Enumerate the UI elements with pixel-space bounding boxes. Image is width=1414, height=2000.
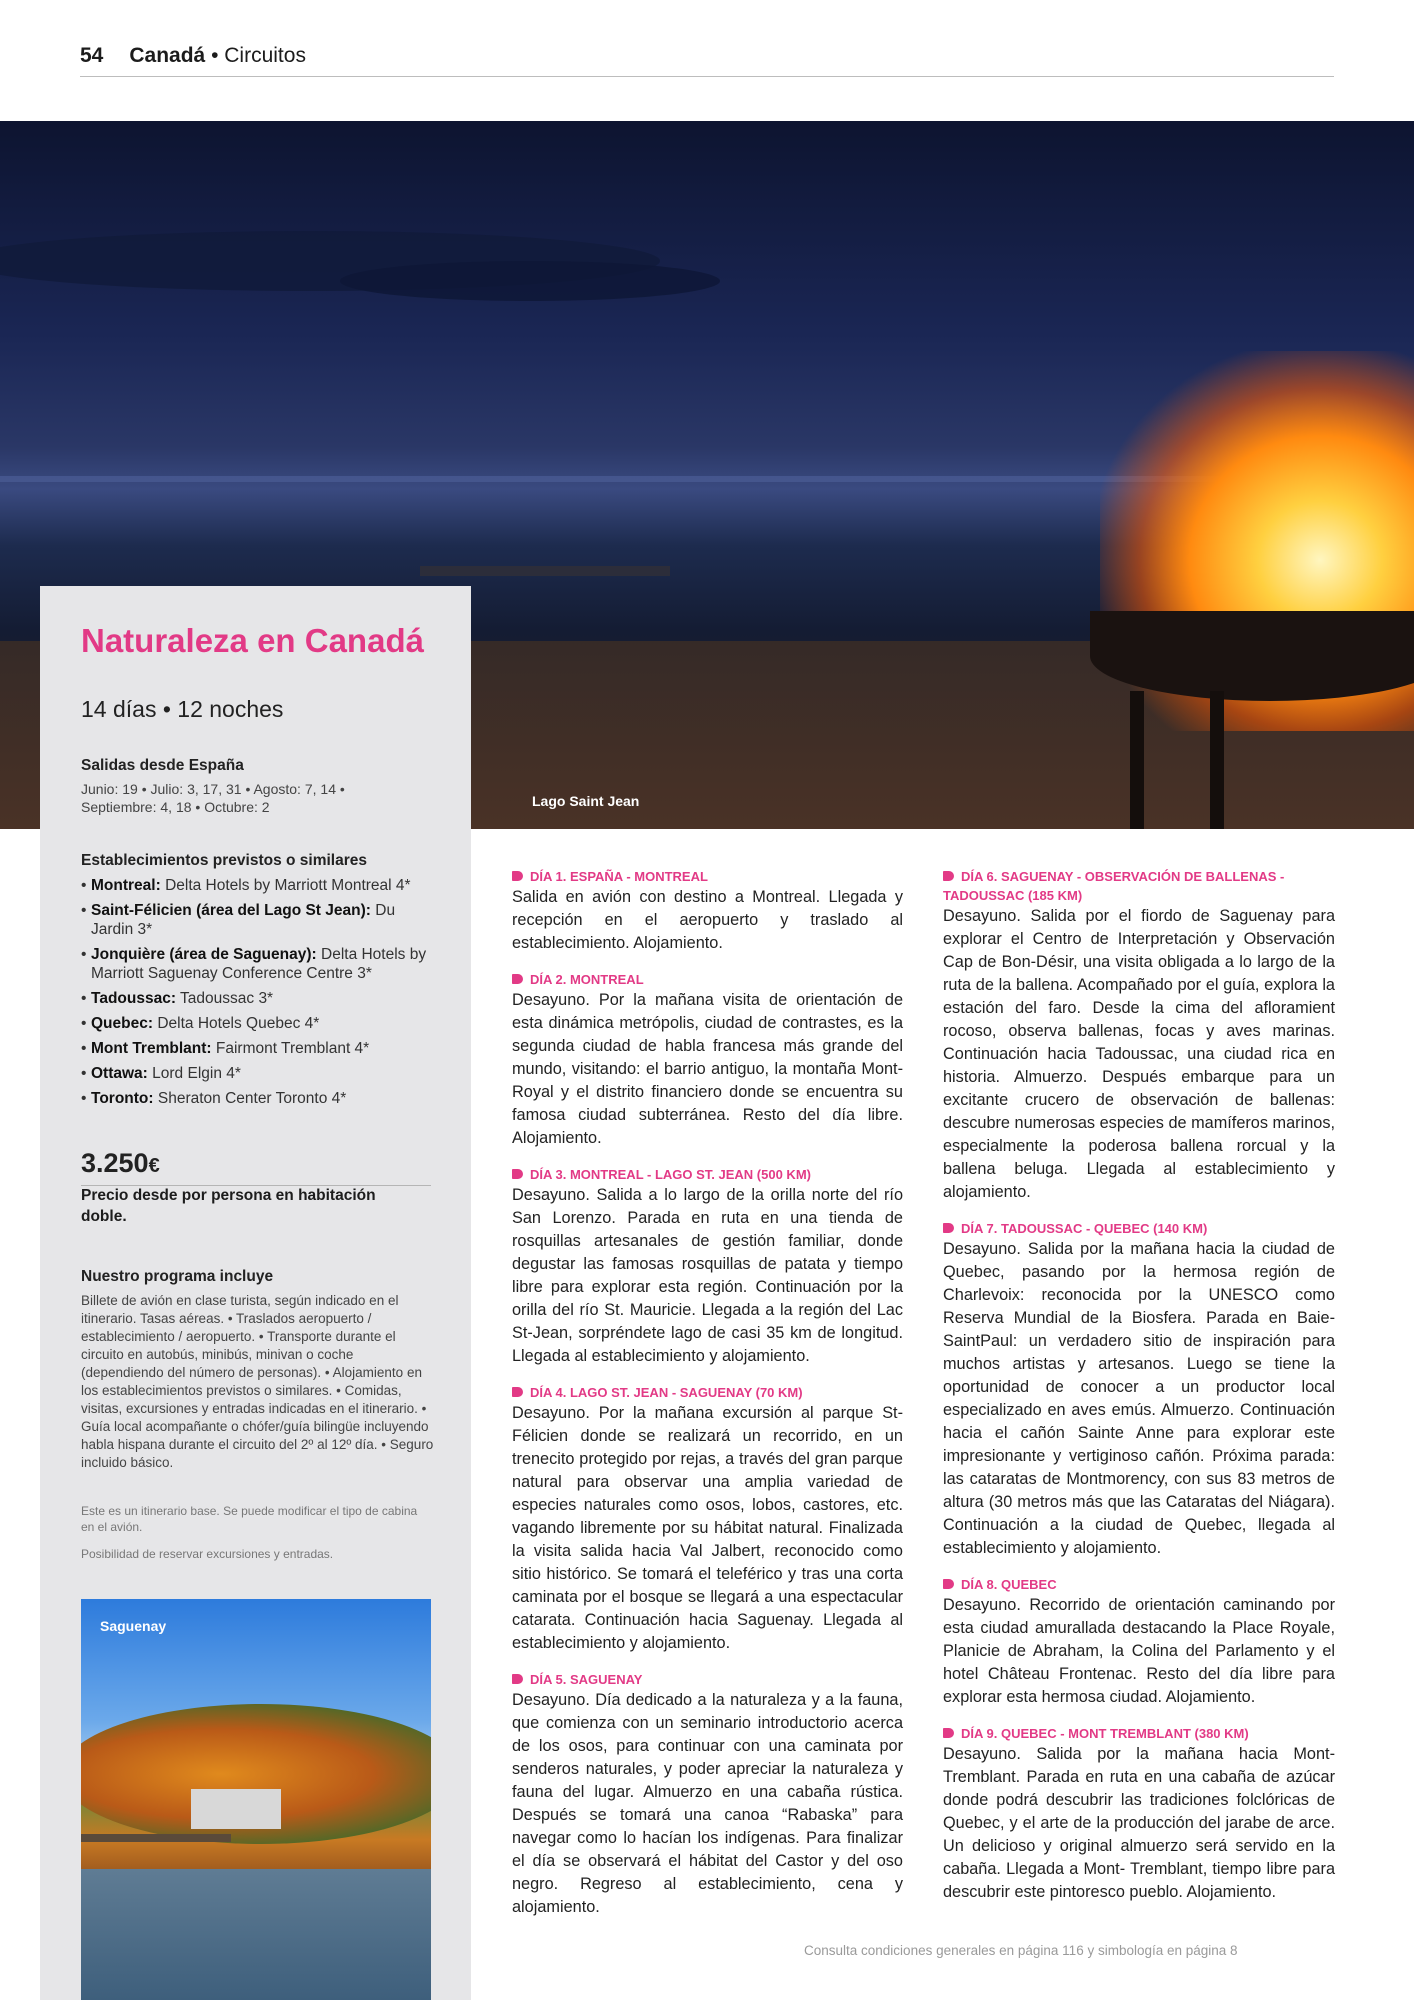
day-entry	[943, 867, 1335, 1204]
hotel-name: Delta Hotels by Marriott Saguenay Conference Centre 3*	[91, 946, 427, 982]
day-tag-icon	[512, 1387, 523, 1397]
day-title-text: DÍA 5. SAGUENAY	[530, 1672, 643, 1687]
programa-heading: Nuestro programa incluye	[81, 1268, 274, 1285]
hotel-name: Lord Elgin 4*	[152, 1065, 241, 1082]
fire-pit-leg	[1210, 691, 1224, 829]
establecimientos-heading: Establecimientos previstos o similares	[81, 852, 368, 869]
hotel-name: Tadoussac 3*	[180, 990, 274, 1007]
day-description: Desayuno. Por la mañana visita de orientación de esta dinámica metrópolis, ciudad de contrastes, es la segunda ciudad de habla francesa más grande del mundo, visitando: el barrio antiguo, la montaña Mont-Royal y el distrito financiero donde se encuentra su famosa ciudad subterránea. Resto del día libre. Alojamiento.	[512, 991, 903, 1147]
itinerary-note: Este es un itinerario base. Se puede modificar el tipo de cabina en el avión.	[81, 1504, 418, 1534]
hotel-item	[81, 1014, 441, 1033]
day-title-text: DÍA 8. QUEBEC	[961, 1577, 1057, 1592]
section-label: Circuitos	[224, 44, 306, 67]
day-tag-icon	[512, 871, 523, 881]
day-description: Salida en avión con destino a Montreal. Llegada y recepción en el aeropuerto y traslado al establecimiento. Alojamiento.	[512, 888, 903, 952]
day-title-text: DÍA 3. MONTREAL - LAGO ST. JEAN (500 KM)	[530, 1167, 811, 1182]
saguenay-caption: Saguenay	[100, 1618, 167, 1634]
price-note: Precio desde por persona en habitación doble.	[81, 1187, 376, 1225]
day-description: Desayuno. Salida a lo largo de la orilla norte del río San Lorenzo. Parada en ruta en una tienda de rosquillas artesanales de gestión familiar, donde degustar las famosas rosquillas de patata y tiempo libre para explorar esta región. Continuación por la orilla del río St. Mauricie. Llegada a la región del Lac St-Jean, sorpréndete lago de casi 35 km de longitud. Llegada al establecimiento y alojamiento.	[512, 1186, 903, 1365]
day-description: Desayuno. Salida por el fiordo de Saguenay para explorar el Centro de Interpretación y Observación Cap de Bon-Désir, una visita obligada a lo largo de la ruta de la ballena. Acompañado por el guía, explora la estación del faro. Desde la cima del afloramient rocoso, observa ballenas, focas y aves marinas. Continuación hacia Tadoussac, una ciudad rica en historia. Almuerzo. Después embarque para un excitante crucero de observación de ballenas: descubre numerosas especies de mamíferos marinos, especialmente la poderosa ballena rorcual y la ballena beluga. Llegada al establecimiento y alojamiento.	[943, 907, 1335, 1201]
day-title	[943, 1724, 1335, 1743]
day-entry	[943, 1575, 1335, 1709]
hotel-item	[81, 876, 441, 895]
hotel-city: Saint-Félicien (área del Lago St Jean):	[91, 902, 371, 919]
house-shape	[191, 1789, 281, 1829]
dock-shape	[420, 566, 670, 576]
salidas-dates: Junio: 19 • Julio: 3, 17, 31 • Agosto: 7, 14 • Septiembre: 4, 18 • Octubre: 2	[81, 781, 345, 815]
day-entry	[512, 867, 903, 955]
day-title-text: DÍA 6. SAGUENAY - OBSERVACIÓN DE BALLENAS - TADOUSSAC (185 KM)	[943, 869, 1285, 903]
cloud-shape	[340, 261, 720, 301]
hotel-name: Delta Hotels by Marriott Montreal 4*	[165, 877, 411, 894]
day-entry	[512, 970, 903, 1150]
day-tag-icon	[943, 1728, 954, 1738]
day-title	[512, 1165, 903, 1184]
day-tag-icon	[512, 974, 523, 984]
booking-note: Posibilidad de reservar excursiones y entradas.	[81, 1547, 334, 1561]
hotel-city: Montreal:	[91, 877, 161, 894]
hotel-city: Toronto:	[91, 1090, 154, 1107]
day-entry	[512, 1165, 903, 1368]
day-description: Desayuno. Por la mañana excursión al parque St-Félicien donde se realizará un recorrido, en un trenecito protegido por rejas, a través del gran parque natural para observar una amplia variedad de especies naturales como osos, lobos, castores, etc. vagando libremente por su hábitat natural. Finalizada la visita salida hacia Val Jalbert, reconocido como sitio histórico. Se tomará el teleférico y tras una corta caminata por el bosque se llegará a una espectacular catarata. Continuación hacia Saguenay. Llegada al establecimiento y alojamiento.	[512, 1404, 903, 1652]
tour-title: Naturaleza en Canadá	[81, 622, 424, 659]
day-entry	[512, 1383, 903, 1655]
day-title	[512, 1383, 903, 1402]
day-title	[512, 867, 903, 886]
hotel-name: Delta Hotels Quebec 4*	[157, 1015, 320, 1032]
day-title	[943, 1219, 1335, 1238]
hotel-item	[81, 1039, 441, 1058]
hotel-city: Tadoussac:	[91, 990, 176, 1007]
hotel-item	[81, 989, 441, 1008]
footer-note: Consulta condiciones generales en página 116 y simbología en página 8	[804, 1943, 1238, 1958]
day-title-text: DÍA 1. ESPAÑA - MONTREAL	[530, 869, 708, 884]
hotel-city: Ottawa:	[91, 1065, 148, 1082]
fire-pit-leg	[1130, 691, 1144, 829]
day-title-text: DÍA 2. MONTREAL	[530, 972, 644, 987]
day-description: Desayuno. Recorrido de orientación caminando por esta ciudad amurallada destacando la Place Royale, Planicie de Abraham, la Colina del Parlamento y el hotel Château Frontenac. Resto del día libre para explorar esta hermosa ciudad. Alojamiento.	[943, 1596, 1335, 1706]
itinerary-column-2	[943, 867, 1335, 1919]
country-label: Canadá	[129, 44, 206, 67]
day-title	[512, 970, 903, 989]
day-entry	[943, 1219, 1335, 1560]
programa-text: Billete de avión en clase turista, según indicado en el itinerario. Tasas aéreas. • Traslados aeropuerto / establecimiento / aeropuerto. • Transporte durante el circuito en autobús, minibús, minivan o coche (dependiendo del número de personas). • Alojamiento en los establecimientos previstos o similares. • Comidas, visitas, excursiones y entradas indicadas en el itinerario. • Guía local acompañante o chófer/guía bilingüe incluyendo habla hispana durante el circuito del 2º al 12º día. • Seguro incluido básico.	[81, 1293, 434, 1470]
price	[81, 1148, 431, 1186]
hotel-item	[81, 1089, 441, 1108]
day-title-text: DÍA 4. LAGO ST. JEAN - SAGUENAY (70 KM)	[530, 1385, 803, 1400]
tour-duration: 14 días • 12 noches	[81, 696, 284, 722]
day-description: Desayuno. Día dedicado a la naturaleza y a la fauna, que comienza con un seminario introductorio acerca de los osos, para continuar con una caminata por senderos naturales, y poder apreciar la naturaleza y fauna del lugar. Almuerzo en una cabaña rústica. Después se tomará una canoa “Rabaska” para navegar como lo hacían los indígenas. Para finalizar el día se observará el hábitat del Castor y del oso negro. Regreso al establecimiento, cena y alojamiento.	[512, 1691, 903, 1916]
hotel-city: Jonquière (área de Saguenay):	[91, 946, 317, 963]
price-currency: €	[148, 1155, 160, 1177]
page-header	[80, 44, 1334, 77]
hotel-name: Fairmont Tremblant 4*	[215, 1040, 370, 1057]
hotel-city: Quebec:	[91, 1015, 154, 1032]
saguenay-photo	[81, 1599, 431, 2000]
day-title	[512, 1670, 903, 1689]
day-tag-icon	[943, 871, 954, 881]
itinerary-column-1	[512, 867, 903, 1934]
hotel-name: Sheraton Center Toronto 4*	[157, 1090, 347, 1107]
day-title	[943, 867, 1335, 905]
hotel-name: Du Jardin 3*	[91, 902, 396, 938]
day-tag-icon	[512, 1169, 523, 1179]
header-separator: •	[211, 44, 219, 67]
hotel-list	[81, 876, 441, 1114]
river-water	[81, 1869, 431, 2000]
day-entry	[512, 1670, 903, 1919]
day-description: Desayuno. Salida por la mañana hacia la ciudad de Quebec, pasando por la hermosa región de Charlevoix: reconocida por la UNESCO como Reserva Mundial de la Biosfera. Parada en Baie-SaintPaul: un verdadero sitio de inspiración para muchos artistas y artesanos. Luego se tiene la oportunidad de conocer a un productor local especializado en aves emús. Almuerzo. Continuación hacia el cañón Sainte Anne para explorar este impresionante y vertiginoso cañón. Próxima parada: las cataratas de Montmorency, con sus 83 metros de altura (30 metros más que las Cataratas del Niágara). Continuación a la ciudad de Quebec, llegada al establecimiento y alojamiento.	[943, 1240, 1335, 1557]
day-tag-icon	[512, 1674, 523, 1684]
salidas-heading: Salidas desde España	[81, 757, 244, 774]
hotel-item	[81, 1064, 441, 1083]
price-amount: 3.250	[81, 1148, 149, 1178]
day-title-text: DÍA 7. TADOUSSAC - QUEBEC (140 KM)	[961, 1221, 1208, 1236]
day-entry	[943, 1724, 1335, 1904]
day-title-text: DÍA 9. QUEBEC - MONT TREMBLANT (380 KM)	[961, 1726, 1249, 1741]
page-number: 54	[80, 44, 104, 67]
day-title	[943, 1575, 1335, 1594]
hotel-item	[81, 901, 441, 939]
bridge-shape	[81, 1834, 231, 1842]
hotel-item	[81, 945, 441, 983]
hero-caption: Lago Saint Jean	[532, 793, 640, 809]
day-tag-icon	[943, 1223, 954, 1233]
day-description: Desayuno. Salida por la mañana hacia Mont-Tremblant. Parada en ruta en una cabaña de azúcar donde podrá descubrir las tradiciones folclóricas de Quebec, y el arte de la producción del jarabe de arce. Un delicioso y original almuerzo será servido en la cabaña. Llegada a Mont- Tremblant, tiempo libre para descubrir este pintoresco pueblo. Alojamiento.	[943, 1745, 1335, 1901]
hotel-city: Mont Tremblant:	[91, 1040, 212, 1057]
day-tag-icon	[943, 1579, 954, 1589]
